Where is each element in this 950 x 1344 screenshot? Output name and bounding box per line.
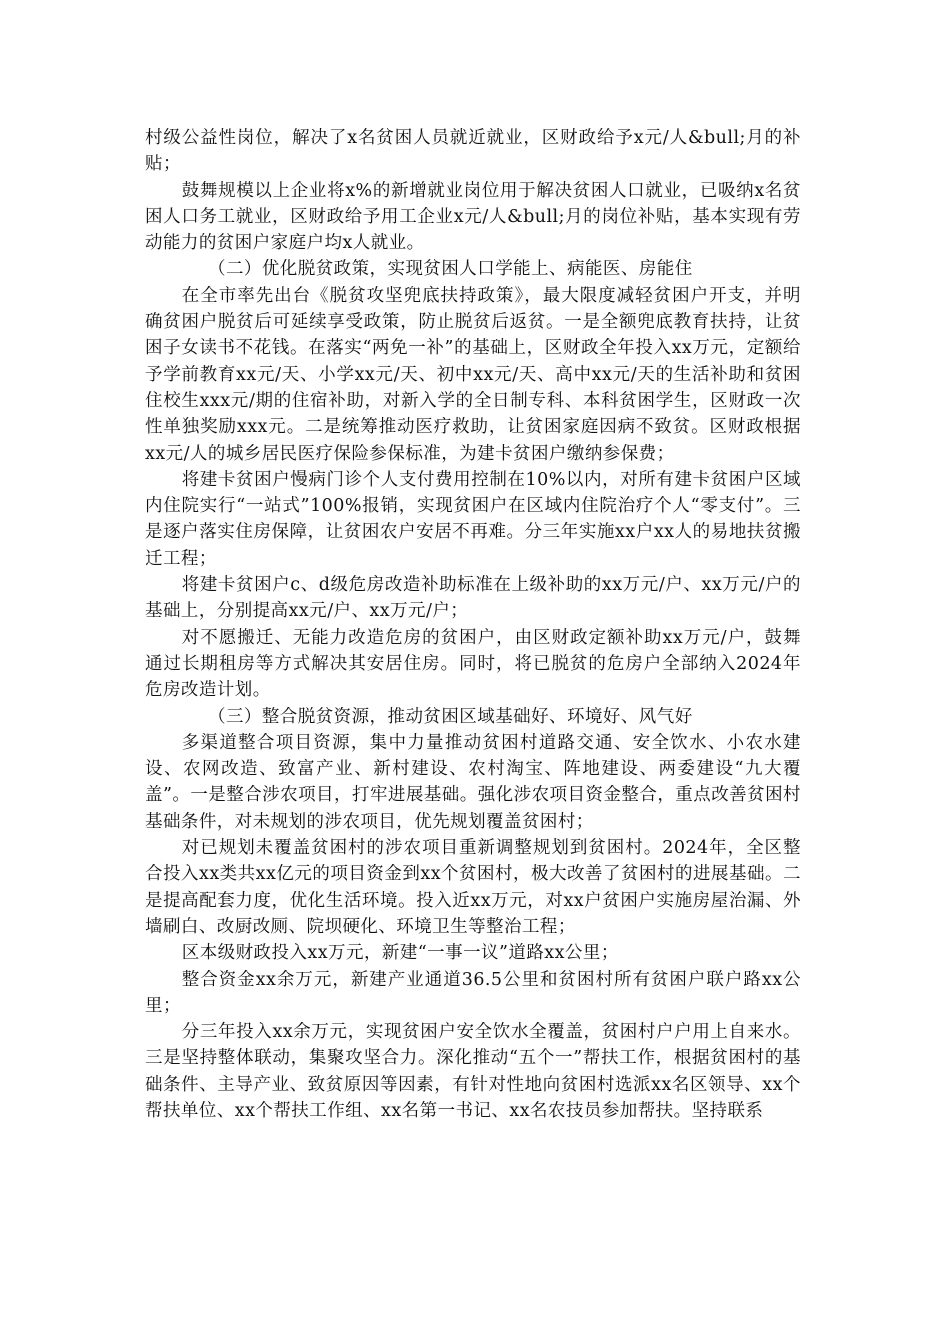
document-body xyxy=(145,125,801,1124)
paragraph: 对不愿搬迁、无能力改造危房的贫困户，由区财政定额补助xx万元/户，鼓舞通过长期租房等方式解决其安居住房。同时，将已脱贫的危房户全部纳入2024年危房改造计划。 xyxy=(145,627,801,701)
paragraph: 整合资金xx余万元，新建产业通道36.5公里和贫困村所有贫困户联户路xx公里； xyxy=(145,969,801,1016)
paragraph: 村级公益性岗位，解决了x名贫困人员就近就业，区财政给予x元/人&bull;月的补贴； xyxy=(145,128,801,175)
section-heading: （三）整合脱贫资源，推动贫困区域基础好、环境好、风气好 xyxy=(208,706,693,727)
paragraph: 鼓舞规模以上企业将x%的新增就业岗位用于解决贫困人口就业，已吸纳x名贫困人口务工就业，区财政给予用工企业x元/人&bull;月的岗位补贴，基本实现有劳动能力的贫困户家庭户均x人就业。 xyxy=(145,180,801,254)
paragraph: 对已规划未覆盖贫困村的涉农项目重新调整规划到贫困村。2024年，全区整合投入xx类共xx亿元的项目资金到xx个贫困村，极大改善了贫困村的进展基础。二是提高配套力度，优化生活环境。投入近xx万元，对xx户贫困户实施房屋治漏、外墙刷白、改厨改厕、院坝硬化、环境卫生等整治工程； xyxy=(145,838,801,937)
section-heading: （二）优化脱贫政策，实现贫困人口学能上、病能医、房能住 xyxy=(208,259,693,280)
paragraph: 在全市率先出台《脱贫攻坚兜底扶持政策》，最大限度减轻贫困户开支，并明确贫困户脱贫后可延续享受政策，防止脱贫后返贫。一是全额兜底教育扶持，让贫困子女读书不花钱。在落实“两免一补”的基础上，区财政全年投入xx万元，定额给予学前教育xx元/天、小学xx元/天、初中xx元/天、高中xx元/天的生活补助和贫困住校生xxx元/期的住宿补助，对新入学的全日制专科、本科贫困学生，区财政一次性单独奖励xxx元。二是统筹推动医疗救助，让贫困家庭因病不致贫。区财政根据xx元/人的城乡居民医疗保险参保标准，为建卡贫困户缴纳参保费； xyxy=(145,285,801,464)
paragraph: 分三年投入xx余万元，实现贫困户安全饮水全覆盖，贫困村户户用上自来水。三是坚持整体联动，集聚攻坚合力。深化推动“五个一”帮扶工作，根据贫困村的基础条件、主导产业、致贫原因等因素，有针对性地向贫困村选派xx名区领导、xx个帮扶单位、xx个帮扶工作组、xx名第一书记、xx名农技员参加帮扶。坚持联系 xyxy=(145,1022,801,1121)
paragraph: 多渠道整合项目资源，集中力量推动贫困村道路交通、安全饮水、小农水建设、农网改造、致富产业、新村建设、农村淘宝、阵地建设、两委建设“九大覆盖”。一是整合涉农项目，打牢进展基础。强化涉农项目资金整合，重点改善贫困村基础条件，对未规划的涉农项目，优先规划覆盖贫困村； xyxy=(145,732,801,832)
paragraph: 将建卡贫困户c、d级危房改造补助标准在上级补助的xx万元/户、xx万元/户的基础上，分别提高xx元/户、xx万元/户； xyxy=(145,575,801,622)
paragraph: 将建卡贫困户慢病门诊个人支付费用控制在10%以内，对所有建卡贫困户区域内住院实行“一站式”100%报销，实现贫困户在区域内住院治疗个人“零支付”。三是逐户落实住房保障，让贫困农户安居不再难。分三年实施xx户xx人的易地扶贫搬迁工程； xyxy=(145,469,801,569)
paragraph: 区本级财政投入xx万元，新建“一事一议”道路xx公里； xyxy=(181,943,619,964)
